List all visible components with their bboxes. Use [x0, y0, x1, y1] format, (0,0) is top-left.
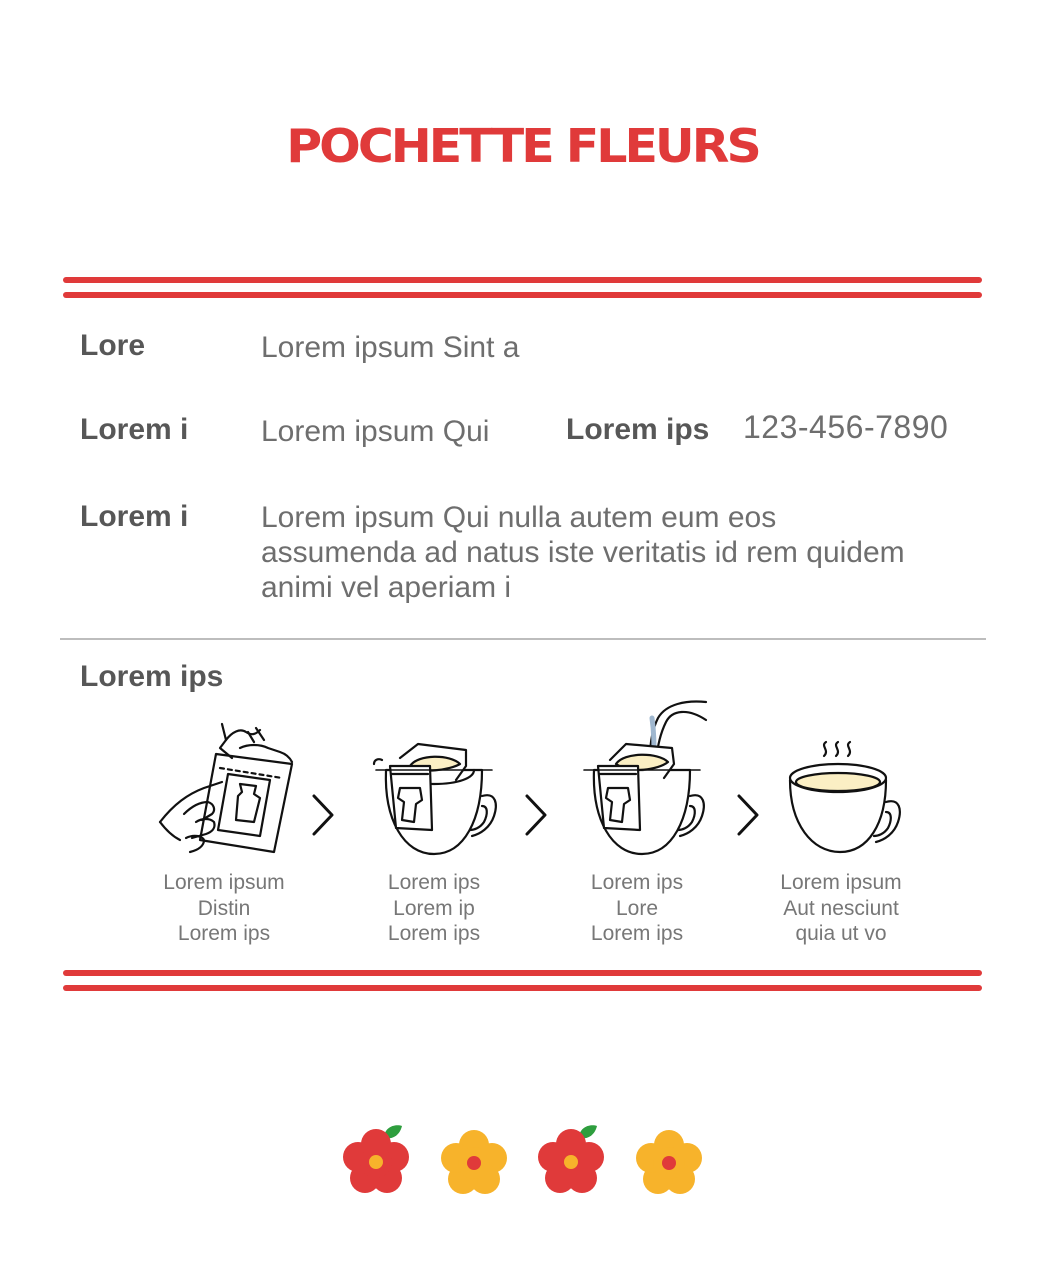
page-title: POCHETTE FLEURS — [286, 119, 759, 174]
caption-line: Lore — [615, 896, 659, 920]
chevron-right-icon — [521, 792, 551, 838]
caption-line: Lorem ips — [590, 922, 684, 945]
description-line: animi vel aperiam i — [261, 571, 512, 604]
phone-number: 123-456-7890 — [743, 409, 949, 445]
caption-line: Lorem ips — [177, 922, 271, 945]
pour-water-icon — [576, 698, 712, 860]
step-caption-1 — [124, 870, 324, 947]
step-caption-3 — [537, 870, 737, 947]
caption-line: Lorem ipsum — [780, 871, 902, 894]
caption-line: quia ut vo — [795, 922, 887, 945]
description-line: assumenda ad natus iste veritatis id rem quidem — [261, 536, 905, 569]
red-flower-icon — [533, 1122, 609, 1198]
step-caption-4 — [741, 870, 941, 947]
steps-title: Lorem ips — [80, 660, 224, 693]
info-label-2: Lorem i — [80, 413, 189, 446]
info-value-1: Lorem ipsum Sint a — [261, 331, 520, 364]
bottom-rule-2 — [63, 985, 982, 991]
open-pouch-icon — [156, 718, 296, 858]
chevron-right-icon — [308, 792, 338, 838]
caption-line: Distin — [197, 896, 251, 920]
chevron-right-icon — [733, 792, 763, 838]
filter-on-cup-icon — [370, 730, 500, 860]
yellow-flower-icon — [436, 1126, 512, 1198]
bottom-rule-1 — [63, 970, 982, 976]
yellow-flower-icon — [631, 1126, 707, 1198]
info-label-1: Lore — [80, 329, 146, 362]
top-rule-1 — [63, 277, 982, 283]
caption-line: Lorem ips — [387, 922, 481, 945]
hot-cup-icon — [782, 738, 902, 858]
caption-line: Lorem ips — [590, 871, 684, 894]
caption-line: Lorem ip — [393, 896, 475, 920]
section-divider — [60, 638, 986, 640]
caption-line: Lorem ipsum — [163, 871, 285, 894]
info-label-phone: Lorem ips — [566, 413, 710, 446]
info-label-3: Lorem i — [80, 500, 189, 533]
step-caption-2 — [334, 870, 534, 947]
red-flower-icon — [338, 1122, 414, 1198]
caption-line: Aut nesciunt — [783, 896, 899, 920]
info-value-2: Lorem ipsum Qui — [261, 415, 490, 448]
caption-line: Lorem ips — [387, 871, 481, 894]
top-rule-2 — [63, 292, 982, 298]
description-line: Lorem ipsum Qui nulla autem eum eos — [261, 501, 777, 534]
